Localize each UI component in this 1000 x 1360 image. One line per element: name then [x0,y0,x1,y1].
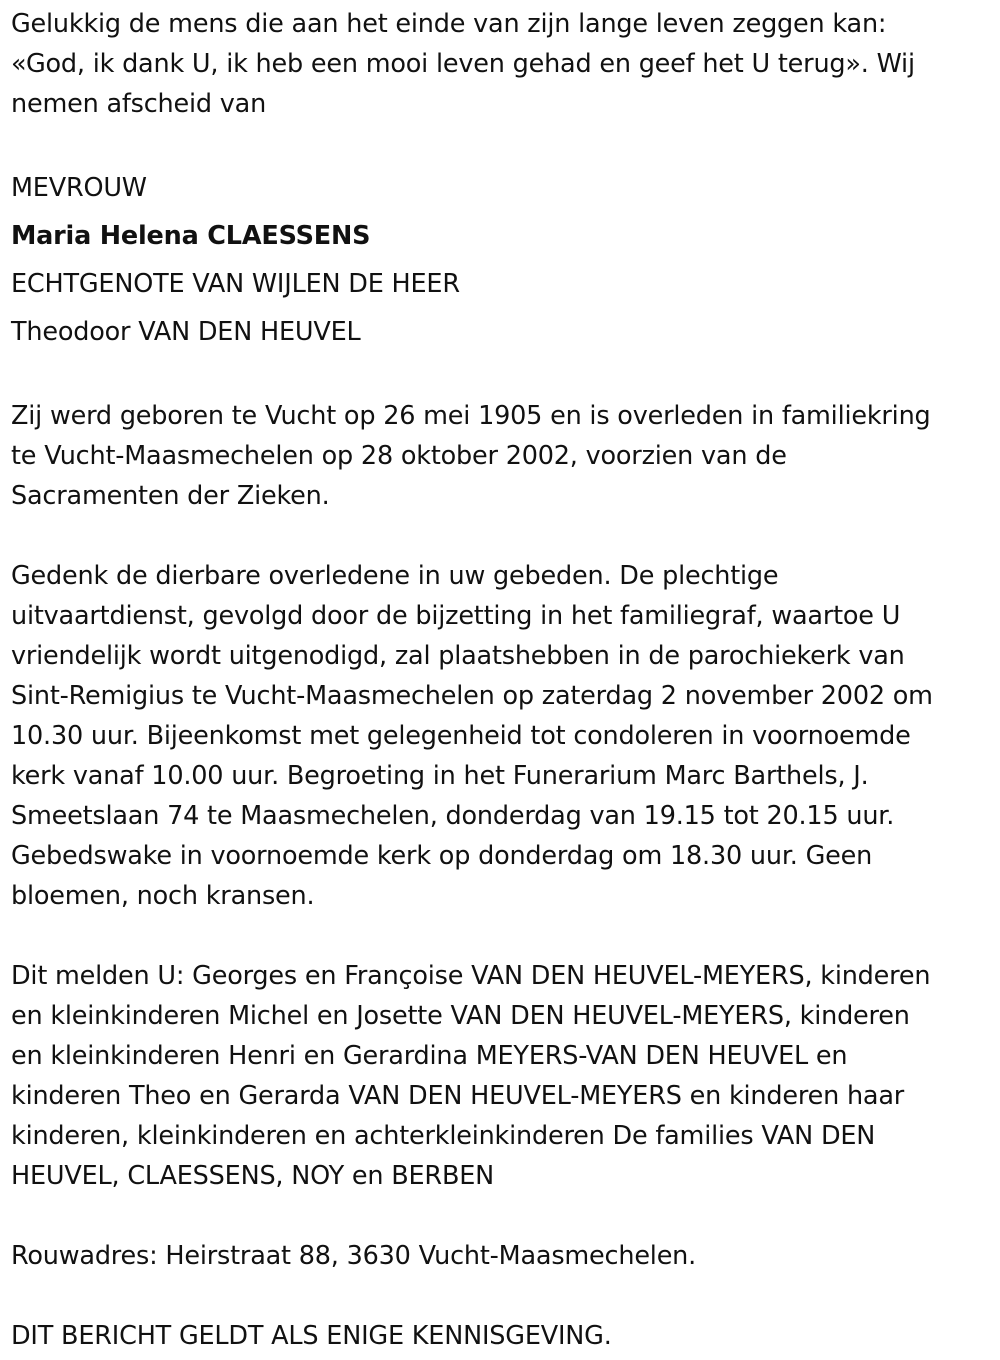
spacer [11,916,996,956]
closing-line: DIT BERICHT GELDT ALS ENIGE KENNISGEVING. [11,1321,612,1351]
spacer [11,1196,996,1236]
intro-paragraph: Gelukkig de mens die aan het einde van zijn lange leven zeggen kan: «God, ik dank U, ik heb een mooi leven gehad en geef het U terug». Wij nemen afscheid van [11,9,915,119]
spouse-name: Theodoor VAN DEN HEUVEL [11,317,361,347]
address-line: Rouwadres: Heirstraat 88, 3630 Vucht-Maasmechelen. [11,1241,697,1271]
title-line: MEVROUW [11,173,147,203]
relation-line: ECHTGENOTE VAN WIJLEN DE HEER [11,269,460,299]
spacer [11,124,996,164]
spacer [11,1276,996,1316]
service-paragraph: Gedenk de dierbare overledene in uw gebeden. De plechtige uitvaartdienst, gevolgd door de bijzetting in het familiegraf, waartoe U vriendelijk wordt uitgenodigd, zal plaatshebben in de parochiekerk van Sint-Remigius te Vucht-Maasmechelen op zaterdag 2 november 2002 om 10.30 uur. Bijeenkomst met gelegenheid tot condoleren in voornoemde kerk vanaf 10.00 uur. Begroeting in het Funerarium Marc Barthels, J. Smeetslaan 74 te Maasmechelen, donderdag van 19.15 tot 20.15 uur. Gebedswake in voornoemde kerk op donderdag om 18.30 uur. Geen bloemen, noch kransen. [11,561,933,911]
family-paragraph: Dit melden U: Georges en Françoise VAN DEN HEUVEL-MEYERS, kinderen en kleinkinderen Michel en Josette VAN DEN HEUVEL-MEYERS, kinderen en kleinkinderen Henri en Gerardina MEYERS-VAN DEN HEUVEL en kinderen Theo en Gerarda VAN DEN HEUVEL-MEYERS en kinderen haar kinderen, kleinkinderen en achterkleinkinderen De families VAN DEN HEUVEL, CLAESSENS, NOY en BERBEN [11,961,931,1191]
spacer [11,516,996,556]
deceased-name: Maria Helena CLAESSENS [11,221,371,251]
obituary-notice [11,4,996,1356]
spacer [11,356,996,396]
birth-death-paragraph: Zij werd geboren te Vucht op 26 mei 1905 en is overleden in familiekring te Vucht-Maasmechelen op 28 oktober 2002, voorzien van de Sacramenten der Zieken. [11,401,931,511]
